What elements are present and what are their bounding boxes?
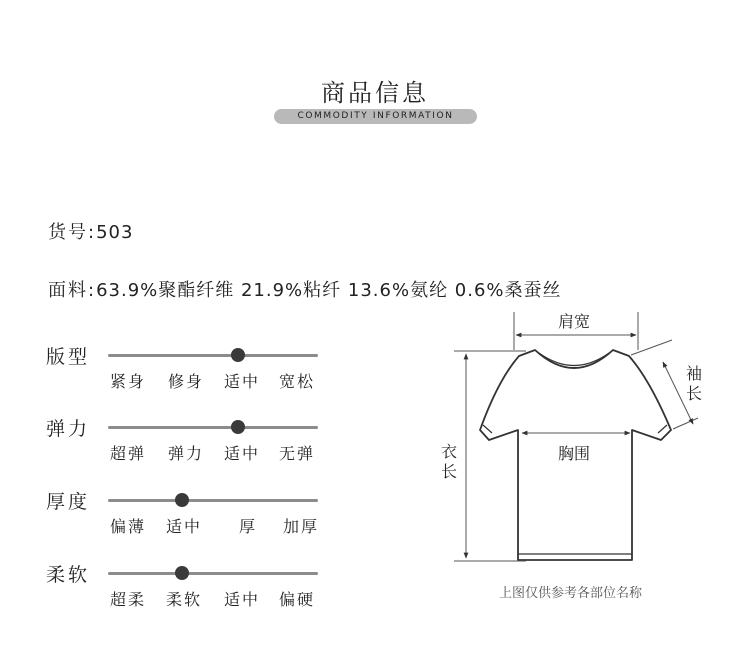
item-number-label: 货号: [48, 222, 97, 243]
shoulder-width-label: 肩宽 [558, 312, 591, 331]
attribute-thickness [46, 487, 336, 547]
attribute-softness [46, 560, 336, 620]
scale-option: 弹力 [168, 444, 205, 463]
scale-option: 厚 [239, 517, 258, 536]
item-number-row [48, 218, 133, 244]
scale-option: 偏硬 [279, 590, 316, 609]
length-label: 衣长 [440, 442, 457, 481]
scale-option: 偏薄 [110, 517, 147, 536]
item-number-value: 503 [96, 222, 134, 243]
scale-track [108, 499, 318, 502]
scale-indicator [231, 348, 245, 362]
scale-indicator [175, 493, 189, 507]
scale-option: 宽松 [279, 372, 316, 391]
chest-label: 胸围 [558, 444, 591, 463]
scale-option: 柔软 [166, 590, 203, 609]
scale-option: 超柔 [110, 590, 147, 609]
diagram-caption: 上图仅供参考各部位名称 [499, 586, 643, 601]
subtitle-banner: COMMODITY INFORMATION [274, 109, 477, 124]
scale-indicator [231, 420, 245, 434]
tshirt-collar [539, 353, 609, 366]
scale-option: 适中 [224, 590, 261, 609]
size-diagram [440, 300, 740, 580]
sleeve-length-label: 袖长 [685, 364, 702, 403]
attribute-fit [46, 342, 336, 402]
scale-track [108, 426, 318, 429]
scale-option: 修身 [168, 372, 205, 391]
attribute-name: 厚度 [46, 491, 91, 513]
scale-option: 加厚 [283, 517, 320, 536]
fabric-row [48, 276, 562, 302]
scale-track [108, 354, 318, 357]
page-title: 商品信息 [321, 79, 429, 107]
attribute-name: 弹力 [46, 418, 91, 440]
scale-option: 适中 [166, 517, 203, 536]
scale-option: 紧身 [110, 372, 147, 391]
scale-option: 无弹 [279, 444, 316, 463]
sleeve-cuff-left [483, 425, 492, 433]
attribute-elasticity [46, 414, 336, 474]
tshirt-diagram [440, 300, 740, 580]
attribute-name: 版型 [46, 346, 91, 368]
sleeve-cuff-right [658, 425, 667, 433]
attribute-name: 柔软 [46, 564, 91, 586]
fabric-value: 63.9%聚酯纤维 21.9%粘纤 13.6%氨纶 0.6%桑蚕丝 [96, 280, 562, 301]
scale-option: 超弹 [110, 444, 147, 463]
scale-option: 适中 [224, 372, 261, 391]
scale-option: 适中 [224, 444, 261, 463]
fabric-label: 面料: [48, 280, 97, 301]
scale-track [108, 572, 318, 575]
scale-indicator [175, 566, 189, 580]
